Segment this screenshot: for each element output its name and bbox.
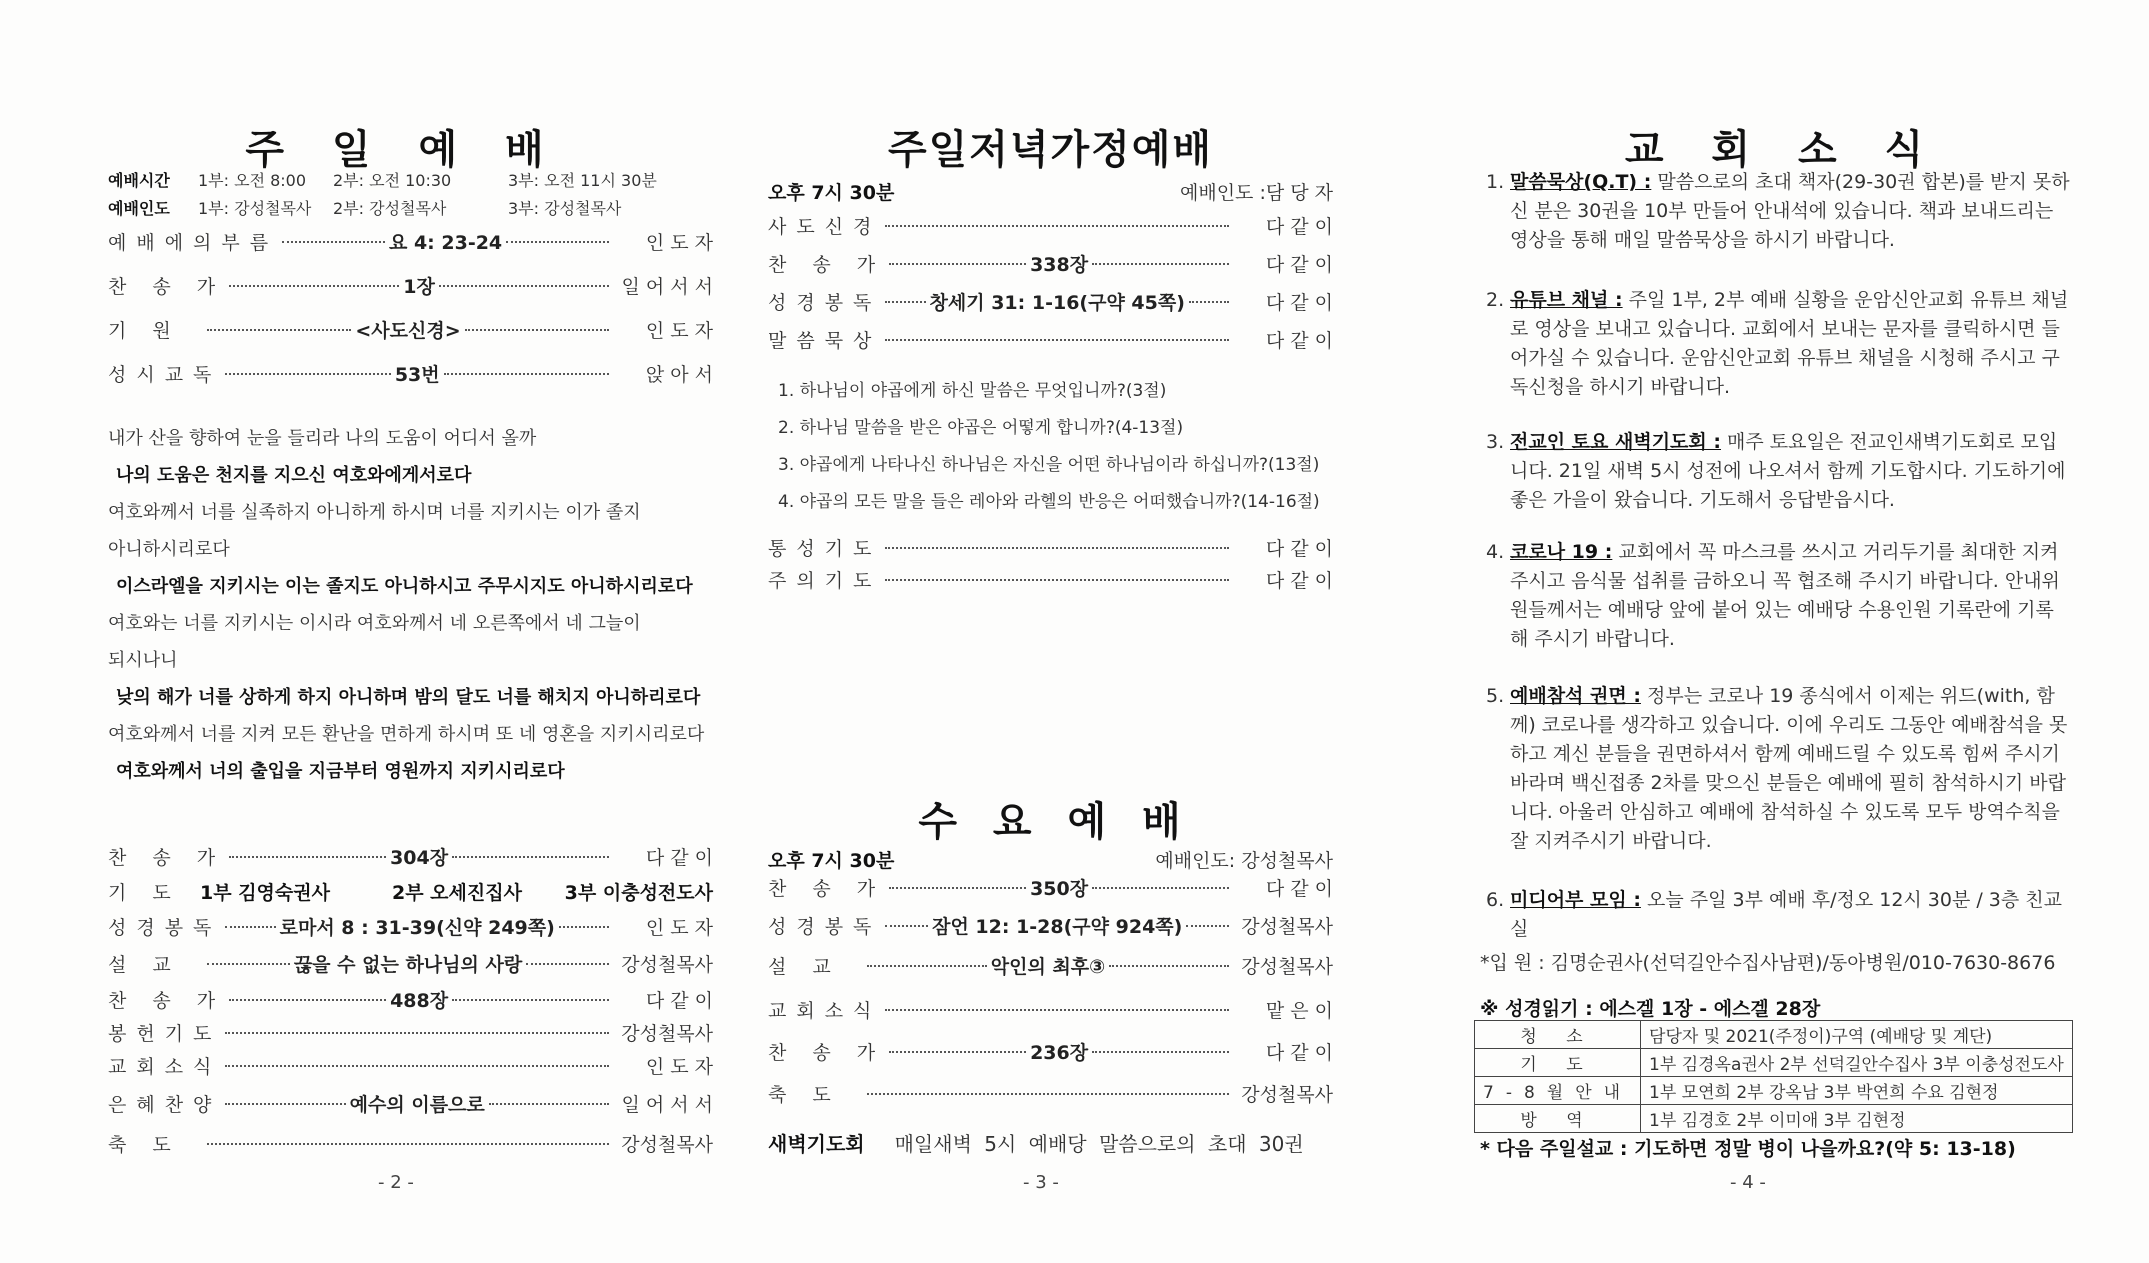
leader-3: 3부: 강성철목사 [508, 199, 622, 218]
dot-leader [1186, 925, 1229, 927]
news-heading: 예배참석 권면 : [1510, 685, 1641, 707]
psalm-line: 여호와께서 너를 지켜 모든 환난을 면하게 하시며 또 네 영혼을 지키시리로다 [108, 724, 705, 745]
order-label: 축 도 [108, 1134, 181, 1156]
order-content: 304장 [390, 847, 449, 869]
order-label: 교회소식 [108, 1056, 222, 1078]
psalm-line: 여호와께서 너의 출입을 지금부터 영원까지 지키시리로다 [116, 761, 565, 782]
order-by: 다 같 이 [645, 990, 714, 1012]
order-label: 교회소식 [768, 1000, 882, 1022]
page-3-column [768, 0, 1333, 1263]
question-line: 1. 하나님이 야곱에게 하신 말씀은 무엇입니까?(3절) [778, 381, 1167, 401]
dot-leader [444, 373, 609, 375]
news-body: 매주 토요일은 전교인새벽기도회로 모입니다. 21일 새벽 5시 성전에 나오셔서 함께 기도합시다. 기도하기에 좋은 가을이 왔습니다. 기도해서 응답받읍시다. [1510, 431, 2066, 511]
news-number: 1. [1486, 171, 1505, 193]
dot-leader [885, 1009, 1229, 1011]
dot-leader [225, 1032, 609, 1034]
order-row [768, 250, 1333, 277]
schedule-value: 담당자 및 2021(주정이)구역 (예배당 및 계단) [1641, 1021, 2073, 1049]
order-by: 맡 은 이 [1265, 1000, 1333, 1022]
news-item [1480, 428, 2070, 515]
order-content: 236장 [1030, 1042, 1089, 1064]
page-2-column [108, 0, 713, 1263]
news-heading: 코로나 19 : [1510, 541, 1613, 563]
dot-leader [207, 329, 351, 331]
news-body: 정부는 코로나 19 종식에서 이제는 위드(with, 함께) 코로나를 생각하고 있습니다. 이에 우리도 그동안 예배참석을 못하고 계신 분들을 권면하셔서 함께 예배드릴 수 있도록 힘써 주시기 바라며 백신접종 2차를 맞으신 분들은 예배에 필히 참석하시기 바랍니다. 아울러 안심하고 예배에 참석하실 수 있도록 모두 방역수칙을 잘 지켜주시기 바랍니다. [1510, 685, 2068, 852]
page-4-column [1480, 0, 2070, 1263]
dot-leader [452, 999, 609, 1001]
news-item [1480, 682, 2070, 856]
psalm-line: 아니하시리로다 [108, 539, 230, 560]
bible-reading: ※ 성경읽기 : 에스겔 1장 - 에스겔 28장 [1480, 998, 1821, 1020]
psalm-line: 여호와께서 너를 실족하지 아니하게 하시며 너를 지키시는 이가 졸지 [108, 502, 641, 523]
schedule-key: 7-8월안내 [1475, 1077, 1641, 1105]
order-row [768, 1080, 1333, 1107]
psalm-line: 나의 도움은 천지를 지으신 여호와에게서로다 [116, 465, 472, 486]
schedule-value: 1부 모연희 2부 강옥남 3부 박연희 수요 김현정 [1641, 1077, 2073, 1105]
order-row [768, 952, 1333, 979]
page-number: - 4 - [1730, 1172, 1766, 1193]
time-2: 2부: 오전 10:30 [333, 171, 452, 190]
psalm-line: 이스라엘을 지키시는 이는 졸지도 아니하시고 주무시지도 아니하시리로다 [116, 576, 693, 597]
news-number: 4. [1486, 541, 1505, 563]
order-row [108, 360, 713, 387]
dawn-prayer [768, 1128, 1333, 1157]
schedule-row [1475, 1049, 2073, 1077]
order-by: 일 어 서 서 [621, 1094, 714, 1116]
news-number: 2. [1486, 289, 1505, 311]
order-content: 53번 [394, 364, 440, 386]
next-sermon: * 다음 주일설교 : 기도하면 정말 병이 나을까요?(약 5: 13-18) [1480, 1138, 2016, 1160]
order-by: 다 같 이 [1265, 330, 1333, 352]
service-times [108, 168, 713, 191]
order-by: 다 같 이 [1265, 878, 1334, 900]
wednesday-leader: 예배인도: 강성철목사 [1155, 850, 1333, 872]
order-content: 창세기 31: 1-16(구약 45쪽) [929, 292, 1185, 314]
question-line: 2. 하나님 말씀을 받은 야곱은 어떻게 합니까?(4-13절) [778, 418, 1184, 438]
order-row [768, 288, 1333, 315]
time-1: 1부: 오전 8:00 [198, 171, 307, 190]
prayer-row [108, 878, 713, 905]
order-by: 인 도 자 [645, 320, 714, 342]
order-by: 다 같 이 [1265, 538, 1333, 560]
order-by: 앉 아 서 [645, 364, 713, 386]
dot-leader [439, 285, 609, 287]
news-heading: 미디어부 모임 : [1510, 889, 1641, 911]
order-label: 통성기도 [768, 538, 882, 560]
order-row [768, 212, 1333, 239]
dot-leader [225, 373, 390, 375]
prayer-label: 기 도 [108, 882, 181, 904]
dot-leader [1092, 263, 1229, 265]
order-by: 일 어 서 서 [621, 276, 714, 298]
schedule-row [1475, 1105, 2073, 1133]
order-by: 인 도 자 [645, 232, 714, 254]
news-body: 말씀으로의 초대 책자(29-30권 합본)를 받지 못하신 분은 30권을 10부 만들어 안내석에 있습니다. 책과 보내드리는 영상을 통해 매일 말씀묵상을 하시기 바랍니다. [1510, 171, 2070, 251]
order-by: 강성철목사 [1241, 956, 1334, 978]
order-row [108, 986, 713, 1013]
question-line: 4. 야곱의 모든 말을 들은 레아와 라헬의 반응은 어떠했습니까?(14-16절) [778, 492, 1320, 512]
leader-1: 1부: 강성철목사 [198, 199, 312, 218]
order-content: 끊을 수 없는 하나님의 사랑 [293, 954, 523, 976]
dot-leader [889, 1051, 1026, 1053]
prayer-2: 2부 오세진집사 [391, 882, 522, 904]
evening-header [768, 178, 1333, 205]
order-by: 다 같 이 [1265, 292, 1334, 314]
order-by: 강성철목사 [1241, 1084, 1333, 1106]
order-content: 로마서 8 : 31-39(신약 249쪽) [279, 917, 555, 939]
dot-leader [225, 1065, 609, 1067]
dot-leader [526, 963, 609, 965]
order-label: 찬 송 가 [108, 276, 226, 298]
order-row [108, 913, 713, 940]
leader-2: 2부: 강성철목사 [333, 199, 447, 218]
page-number: - 3 - [1023, 1172, 1059, 1193]
dot-leader [1189, 301, 1229, 303]
wednesday-header [768, 846, 1333, 873]
time-3: 3부: 오전 11시 30분 [508, 171, 657, 190]
order-label: 예배에의부름 [108, 232, 279, 254]
order-row [108, 843, 713, 870]
order-label: 축 도 [768, 1084, 841, 1106]
dot-leader [889, 263, 1026, 265]
dot-leader [885, 301, 925, 303]
order-label: 은혜찬양 [108, 1094, 222, 1116]
dot-leader [889, 887, 1026, 889]
evening-leader: 예배인도 :담 당 자 [1180, 182, 1333, 204]
news-body: 오늘 주일 3부 예배 후/정오 12시 30분 / 3층 친교실 [1510, 889, 2062, 940]
order-label: 찬 송 가 [108, 990, 226, 1012]
psalm-line: 되시나니 [108, 650, 178, 671]
news-heading: 말씀묵상(Q.T) : [1510, 171, 1652, 193]
order-row [768, 912, 1333, 939]
dot-leader [885, 925, 928, 927]
dot-leader [207, 963, 290, 965]
order-by: 다 같 이 [1265, 254, 1334, 276]
order-content: 488장 [390, 990, 449, 1012]
service-leaders [108, 196, 713, 219]
order-label: 주의기도 [768, 570, 882, 592]
dot-leader [506, 241, 609, 243]
schedule-value: 1부 김경호 2부 이미애 3부 김현정 [1641, 1105, 2073, 1133]
order-row [108, 1019, 713, 1046]
order-label: 찬 송 가 [768, 878, 886, 900]
schedule-row [1475, 1021, 2073, 1049]
order-by: 다 같 이 [645, 847, 714, 869]
order-row [768, 1038, 1333, 1065]
dot-leader [559, 926, 609, 928]
order-by: 인 도 자 [645, 1056, 713, 1078]
psalm-line: 여호와는 너를 지키시는 이시라 여호와께서 네 오른쪽에서 네 그늘이 [108, 613, 641, 634]
news-heading: 전교인 토요 새벽기도회 : [1510, 431, 1721, 453]
order-content: 잠언 12: 1-28(구약 924쪽) [932, 916, 1183, 938]
order-label: 설 교 [768, 956, 841, 978]
news-item [1480, 168, 2070, 255]
page-title: 주 일 예 배 [245, 127, 546, 173]
order-by: 인 도 자 [645, 917, 713, 939]
order-row [768, 534, 1333, 561]
dot-leader [885, 547, 1229, 549]
news-number: 6. [1486, 889, 1505, 911]
dot-leader [867, 1093, 1229, 1095]
dot-leader [885, 579, 1229, 581]
schedule-row [1475, 1077, 2073, 1105]
order-row [108, 272, 713, 299]
hospital-note: *입 원 : 김명순권사(선덕길안수집사남편)/동아병원/010-7630-8676 [1480, 952, 2056, 974]
dot-leader [229, 999, 386, 1001]
order-by: 강성철목사 [621, 1134, 713, 1156]
order-row [108, 228, 713, 255]
order-row [768, 326, 1333, 353]
news-heading: 유튜브 채널 : [1510, 289, 1623, 311]
order-label: 성경봉독 [768, 916, 882, 938]
order-row [108, 950, 713, 977]
order-content: 요 4: 23-24 [388, 232, 503, 254]
order-label: 성시교독 [108, 364, 222, 386]
order-label: 설 교 [108, 954, 181, 976]
order-by: 다 같 이 [1265, 216, 1333, 238]
dot-leader [1109, 965, 1229, 967]
dot-leader [885, 339, 1229, 341]
order-by: 강성철목사 [621, 954, 714, 976]
dot-leader [885, 225, 1229, 227]
dawn-text: 매일새벽 5시 예배당 말씀으로의 초대 30권 [894, 1132, 1304, 1156]
order-label: 성경봉독 [768, 292, 882, 314]
times-label: 예배시간 [108, 171, 170, 190]
order-by: 강성철목사 [1241, 916, 1333, 938]
order-by: 다 같 이 [1265, 570, 1333, 592]
psalm-line: 낮의 해가 너를 상하게 하지 아니하며 밤의 달도 너를 해치지 아니하리로다 [116, 687, 701, 708]
dot-leader [229, 856, 386, 858]
dawn-label: 새벽기도회 [768, 1132, 865, 1156]
dot-leader [1092, 1051, 1229, 1053]
news-item [1480, 286, 2070, 402]
dot-leader [282, 241, 385, 243]
order-row [768, 566, 1333, 593]
order-row [768, 874, 1333, 901]
dot-leader [207, 1143, 609, 1145]
news-number: 5. [1486, 685, 1505, 707]
order-label: 봉헌기도 [108, 1023, 222, 1045]
order-content: <사도신경> [355, 320, 461, 342]
order-row [108, 1130, 713, 1157]
order-label: 말씀묵상 [768, 330, 882, 352]
evening-time: 오후 7시 30분 [768, 182, 895, 204]
order-by: 강성철목사 [621, 1023, 713, 1045]
news-number: 3. [1486, 431, 1505, 453]
order-content: 악인의 최후③ [990, 956, 1106, 978]
duty-schedule-table [1474, 1020, 2073, 1133]
dot-leader [229, 285, 399, 287]
news-item [1480, 538, 2070, 654]
dot-leader [465, 329, 609, 331]
question-line: 3. 야곱에게 나타나신 하나님은 자신을 어떤 하나님이라 하십니까?(13절) [778, 455, 1320, 475]
dot-leader [225, 1103, 345, 1105]
news-body: 주일 1부, 2부 예배 실황을 운암신안교회 유튜브 채널로 영상을 보내고 있습니다. 교회에서 보내는 문자를 클릭하시면 들어가실 수 있습니다. 운암신안교회 유튜브 채널을 시청해 주시고 구독신청을 하시기 바랍니다. [1510, 289, 2069, 398]
psalm-line: 내가 산을 향하여 눈을 들리라 나의 도움이 어디서 올까 [108, 428, 537, 449]
page-number: - 2 - [378, 1172, 414, 1193]
order-row [108, 1052, 713, 1079]
prayer-1: 1부 김영숙권사 [200, 882, 330, 904]
order-by: 다 같 이 [1265, 1042, 1334, 1064]
order-content: 350장 [1030, 878, 1089, 900]
schedule-key: 기 도 [1475, 1049, 1641, 1077]
dot-leader [452, 856, 609, 858]
wednesday-time: 오후 7시 30분 [768, 850, 895, 872]
order-label: 성경봉독 [108, 917, 222, 939]
dot-leader [867, 965, 987, 967]
order-label: 찬 송 가 [768, 254, 886, 276]
order-row [108, 316, 713, 343]
news-body: 교회에서 꼭 마스크를 쓰시고 거리두기를 최대한 지켜주시고 음식물 섭취를 금하오니 꼭 협조해 주시기 바랍니다. 안내위원들께서는 예배당 앞에 붙어 있는 예배당 수용인원 기록란에 기록해 주시기 바랍니다. [1510, 541, 2060, 650]
order-label: 찬 송 가 [108, 847, 226, 869]
order-content: 338장 [1030, 254, 1089, 276]
order-content: 1장 [403, 276, 435, 298]
order-row [108, 1090, 713, 1117]
leaders-label: 예배인도 [108, 199, 170, 218]
order-content: 예수의 이름으로 [349, 1094, 485, 1116]
order-row [768, 996, 1333, 1023]
schedule-value: 1부 김경옥a권사 2부 선덕길안수집사 3부 이충성전도사 [1641, 1049, 2073, 1077]
page-title: 교 회 소 식 [1624, 127, 1926, 173]
order-label: 사도신경 [768, 216, 882, 238]
dot-leader [225, 926, 275, 928]
schedule-key: 청 소 [1475, 1021, 1641, 1049]
news-item [1480, 886, 2070, 944]
page-title: 주일저녁가정예배 [887, 127, 1214, 173]
dot-leader [1092, 887, 1229, 889]
order-label: 찬 송 가 [768, 1042, 886, 1064]
schedule-key: 방 역 [1475, 1105, 1641, 1133]
prayer-3: 3부 이충성전도사 [564, 882, 713, 904]
dot-leader [489, 1103, 609, 1105]
order-label: 기 원 [108, 320, 181, 342]
wednesday-title: 수 요 예 배 [918, 799, 1183, 845]
